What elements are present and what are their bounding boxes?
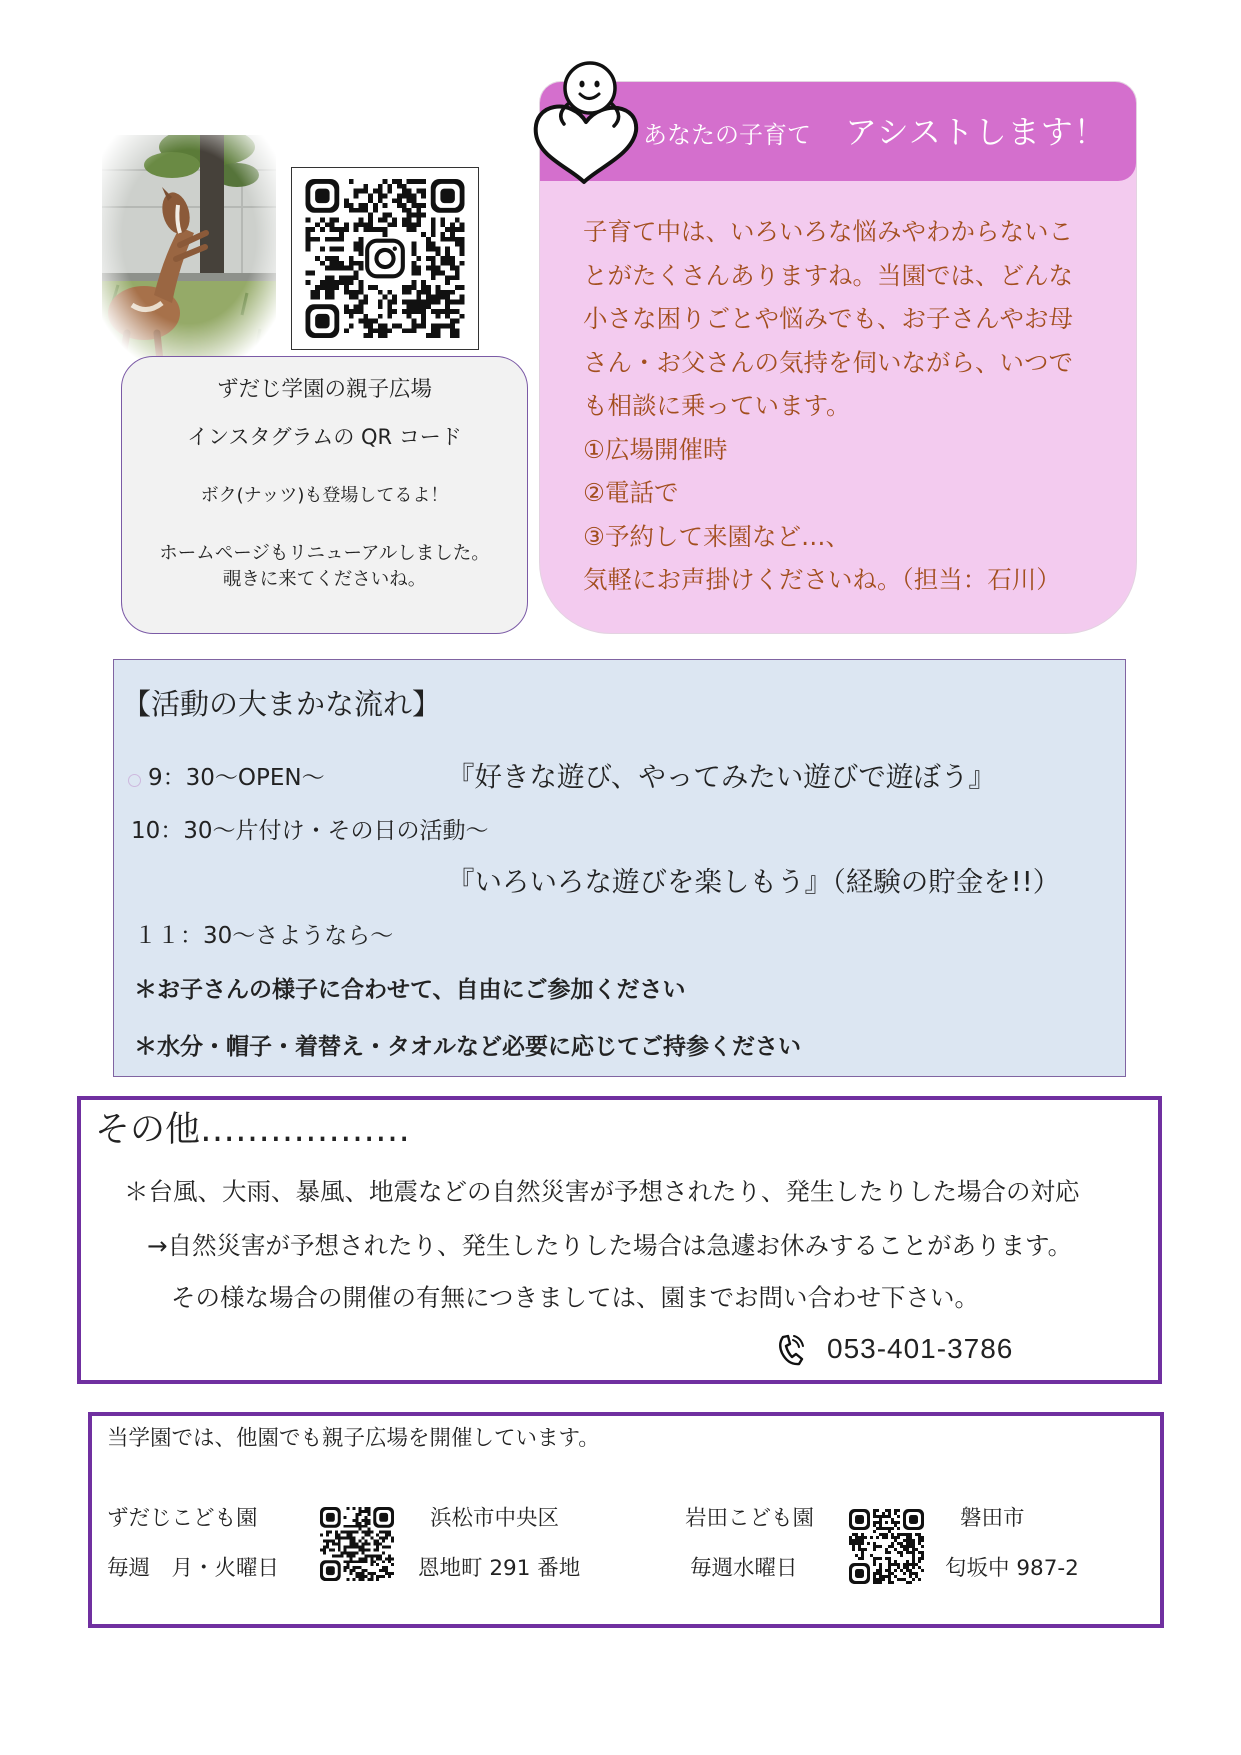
phone-icon [776,1334,804,1366]
assist-line: 子育て中は、いろいろな悩みやわからないこ [583,217,1073,246]
branches-intro: 当学園では、他園でも親子広場を開催しています。 [107,1426,600,1451]
branch-2-address-line-2: 匂坂中 987-2 [945,1556,1079,1581]
branch-1-address-line-1: 浜松市中央区 [430,1506,560,1531]
assist-line: も相談に乗っています。 [583,391,851,420]
branch-2-address-line-1: 磐田市 [960,1506,1025,1531]
instagram-info-box [121,356,528,634]
schedule-activity-1: 『好きな遊び、やってみたい遊びで遊ぼう』 [447,761,996,793]
branch-2-name: 岩田こども園 [685,1506,815,1531]
phone-number: 053-401-3786 [827,1333,1014,1364]
qr-finder [306,304,340,338]
qr-finder [849,1563,870,1584]
branch-1-address-line-2: 恩地町 291 番地 [418,1556,581,1581]
branch-1-days: 毎週 月・火曜日 [107,1556,280,1581]
qr-finder [373,1507,394,1528]
assist-line: ①広場開催時 [583,434,728,464]
qr-code [305,179,465,338]
qr-code [848,1509,925,1584]
branch-1-name: ずだじこども園 [107,1506,258,1531]
schedule-time-1: 9：30～OPEN～ [148,765,325,791]
instagram-box-subtitle: インスタグラムの QR コード [187,425,462,449]
assist-line: ②電話で [583,478,679,507]
bullet-circle [128,774,141,787]
branch-1-qr-code [319,1507,395,1581]
schedule-title: 【活動の大まかな流れ】 [122,687,442,721]
assist-line: さん・お父さんの気持を伺いながら、いつで [583,347,1073,377]
other-line-1: ＊台風、大雨、暴風、地震などの自然災害が予想されたり、発生したりした場合の対応 [124,1177,1080,1206]
schedule-note-1: ＊お子さんの様子に合わせて、自由にご参加ください [134,977,686,1003]
qr-code [319,1507,395,1581]
smiling-heart-character-icon [526,58,646,188]
branch-2-days: 毎週水曜日 [690,1556,798,1581]
qr-finder [320,1560,341,1581]
schedule-time-3: １１：30～さようなら～ [134,923,394,949]
homepage-line-1: ホームページもリニューアルしました。 [159,543,490,564]
assist-line: ③予約して来園など…、 [583,521,850,551]
assist-header-large: アシストします！ [845,113,1107,151]
qr-finder [849,1509,870,1530]
instagram-box-note: ボク(ナッツ)も登場してるよ！ [200,485,449,506]
assist-line: 気軽にお声掛けくださいね。（担当：石川） [583,565,1061,594]
assist-line: とがたくさんありますね。当園では、どんな [583,260,1073,290]
homepage-line-2: 覗きに来てくださいね。 [222,569,427,590]
qr-finder [320,1507,341,1528]
schedule-time-2: 10：30～片付け・その日の活動～ [131,818,489,844]
schedule-note-2: ＊水分・帽子・着替え・タオルなど必要に応じてご持参ください [134,1034,801,1060]
instagram-box-title: ずだじ学園の親子広場 [216,377,432,402]
branches-box [88,1412,1164,1628]
assist-line: 小さな困りごとや悩みでも、お子さんやお母 [583,304,1073,333]
assist-header-small: あなたの子育て [643,121,811,149]
other-title: その他……………… [95,1110,411,1150]
other-line-3: その様な場合の開催の有無につきましては、園までお問い合わせ下さい。 [171,1283,980,1312]
instagram-qr-code [291,167,479,350]
qr-finder [306,179,340,213]
assist-body [583,210,1073,602]
other-info-box [77,1096,1162,1384]
instagram-icon [363,237,406,280]
schedule-activity-2: 『いろいろな遊びを楽しもう』（経験の貯金を!!） [447,866,1061,898]
other-line-2: →自然災害が予想されたり、発生したりした場合は急遽お休みすることがあります。 [147,1231,1073,1260]
goat-photo [102,135,276,361]
qr-finder [903,1509,924,1530]
schedule-box [113,659,1126,1077]
qr-finder [431,179,465,213]
branch-2-qr-code [848,1509,925,1584]
